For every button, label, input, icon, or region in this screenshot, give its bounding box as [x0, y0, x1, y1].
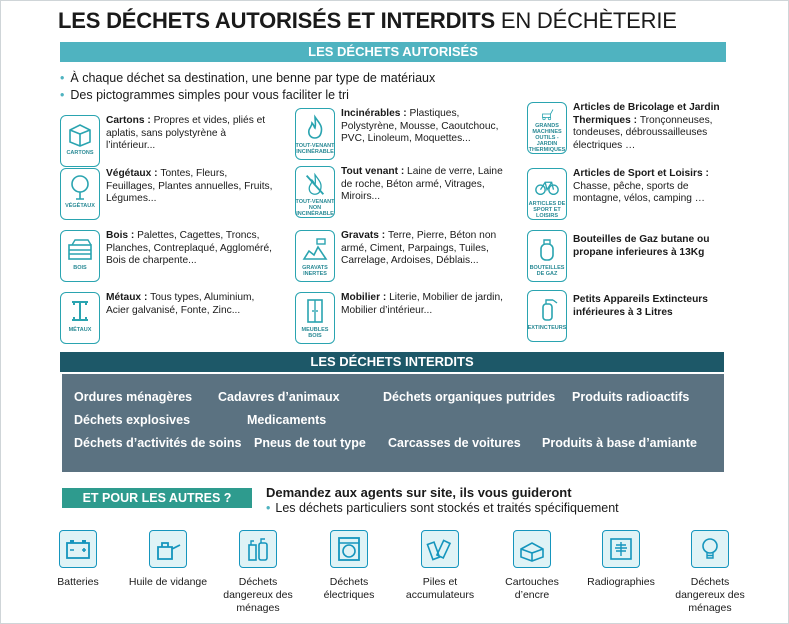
others-label: Déchets dangereux des ménages — [675, 576, 745, 614]
forbidden-box — [62, 374, 724, 472]
others-label: Déchets dangereux des ménages — [223, 576, 293, 614]
item-extincteurs — [527, 290, 727, 342]
item-sep: : — [702, 168, 709, 179]
item-name: Végétaux — [106, 168, 152, 179]
item-name: Cartons — [106, 115, 145, 126]
item-desc: Palettes, Cagettes, Troncs, Planches, Contreplaqué, Aggloméré, Bois de charpente... — [106, 230, 272, 266]
xray-icon — [602, 530, 640, 568]
wardrobe-icon — [295, 292, 335, 344]
item-incinerables — [295, 108, 520, 160]
others-item-batteries — [36, 530, 120, 589]
item-name: Mobilier — [341, 292, 381, 303]
picto-caption: TOUT-VENANT INCINÉRABLE — [295, 143, 335, 155]
forbidden-header: LES DÉCHETS INTERDITS — [60, 352, 724, 372]
item-desc: Laine de verre, Laine de roche, Béton armé, Vitrages, Miroirs... — [341, 166, 503, 202]
forbidden-item: Carcasses de voitures — [388, 436, 521, 450]
rubble-icon — [295, 230, 335, 282]
item-sep: : — [128, 230, 138, 241]
item-name: Tout venant — [341, 166, 398, 177]
item-desc: Tronçonneuses, tondeuses, débroussailleuses électriques … — [573, 114, 713, 151]
item-mobilier — [295, 292, 520, 344]
picto-caption: TOUT-VENANT NON INCINÉRABLE — [295, 199, 335, 217]
others-item-ddm — [216, 530, 300, 615]
others-item-radiographies — [579, 530, 663, 589]
others-label: Déchets électriques — [323, 576, 375, 601]
others-item-cartouches — [490, 530, 574, 602]
forbidden-item: Medicaments — [247, 413, 327, 427]
others-item-ampoules — [668, 530, 752, 615]
picto-caption: GRANDS MACHINES OUTILS - JARDIN THERMIQUES — [528, 123, 566, 153]
item-name: Métaux — [106, 292, 142, 303]
batteries-cells-icon — [421, 530, 459, 568]
battery-icon — [59, 530, 97, 568]
authorized-header: LES DÉCHETS AUTORISÉS — [60, 42, 726, 62]
forbidden-item: Déchets d’activités de soins — [74, 436, 242, 450]
forbidden-item: Déchets organiques putrides — [383, 390, 556, 404]
cartons-icon — [60, 115, 100, 167]
others-label: Huile de vidange — [128, 576, 208, 588]
picto-caption: BOIS — [73, 265, 87, 271]
item-name: Bois — [106, 230, 129, 241]
item-gaz — [527, 230, 727, 282]
page-title — [58, 8, 677, 34]
item-sep: : — [151, 168, 161, 179]
item-metaux — [60, 292, 280, 344]
item-name: Gravats — [341, 230, 379, 241]
picto-caption: CARTONS — [66, 150, 94, 156]
others-item-electriques — [307, 530, 391, 602]
item-tout-venant — [295, 166, 520, 218]
flame-icon — [295, 108, 335, 160]
item-name: Articles de Sport et Loisirs — [573, 168, 703, 179]
item-desc: Tontes, Fleurs, Feuillages, Plantes annuelles, Fruits, Légumes... — [106, 168, 273, 204]
item-sport — [527, 168, 727, 220]
others-label: Radiographies — [587, 576, 655, 588]
gas-bottle-icon — [527, 230, 567, 282]
item-sep: : — [380, 292, 390, 303]
others-headline: Demandez aux agents sur site, ils vous guideront — [266, 485, 572, 500]
item-sep: : — [400, 108, 410, 119]
others-bullet-text: Les déchets particuliers sont stockés et traités spécifiquement — [275, 501, 619, 515]
item-name: Petits Appareils Extincteurs inférieures à 3 Litres — [573, 294, 708, 318]
title-bold: LES DÉCHETS AUTORISÉS ET INTERDITS — [58, 8, 495, 33]
item-name: Incinérables — [341, 108, 401, 119]
spray-icon — [239, 530, 277, 568]
forbidden-item: Ordures ménagères — [74, 390, 193, 404]
picto-caption: MÉTAUX — [68, 327, 92, 333]
lawnmower-icon — [527, 102, 567, 154]
picto-caption: GRAVATS INERTES — [302, 265, 328, 277]
item-sep: : — [397, 166, 408, 177]
authorized-bullets — [60, 70, 435, 104]
no-flame-icon — [295, 166, 335, 218]
extinguisher-icon — [527, 290, 567, 342]
bicycle-icon — [527, 168, 567, 220]
item-sep: : — [141, 292, 151, 303]
item-bois — [60, 230, 280, 282]
item-desc: Tous types, Aluminium, Acier galvanisé, Fonte, Zinc... — [106, 292, 255, 316]
picto-caption: EXTINCTEURS — [527, 325, 567, 331]
item-vegetaux — [60, 168, 280, 220]
oil-can-icon — [149, 530, 187, 568]
item-desc: Chasse, pêche, sports de montagne, vélos, camping … — [573, 180, 705, 204]
item-cartons — [60, 115, 280, 167]
forbidden-item: Pneus de tout type — [254, 436, 366, 450]
item-name: Articles de Bricolage et Jardin Thermiques — [573, 102, 720, 126]
title-normal: EN DÉCHÈTERIE — [500, 8, 677, 33]
others-label: Cartouches d’encre — [505, 576, 559, 601]
bullet-text: Des pictogrammes simples pour vous faciliter le tri — [70, 88, 349, 102]
item-gravats — [295, 230, 520, 282]
ink-cartridge-icon — [513, 530, 551, 568]
item-desc: Terre, Pierre, Béton non armé, Ciment, Parpaings, Tuiles, Carrelage, Ardoises, Déblais... — [341, 230, 497, 266]
item-sep: : — [378, 230, 389, 241]
forbidden-item: Cadavres d’animaux — [218, 390, 340, 404]
picto-caption: BOUTEILLES DE GAZ — [529, 265, 565, 277]
picto-caption: ARTICLES DE SPORT ET LOISIRS — [528, 201, 566, 219]
others-label: Piles et accumulateurs — [405, 576, 475, 601]
others-tag: ET POUR LES AUTRES ? — [62, 488, 252, 508]
item-desc: Propres et vides, pliés et aplatis, sans polystyrène à l’intérieur... — [106, 115, 266, 151]
forbidden-item: Produits à base d’amiante — [542, 436, 697, 450]
others-item-piles — [398, 530, 482, 602]
others-label: Batteries — [57, 576, 99, 588]
item-desc: Literie, Mobilier de jardin, Mobilier d’intérieur... — [341, 292, 503, 316]
item-sep: : — [630, 114, 640, 126]
forbidden-item: Produits radioactifs — [572, 390, 690, 404]
picto-caption: VÉGÉTAUX — [65, 203, 95, 209]
picto-caption: MEUBLES BOIS — [301, 327, 329, 339]
bulb-icon — [691, 530, 729, 568]
others-bullet: • Les déchets particuliers sont stockés et traités spécifiquement — [266, 501, 619, 515]
item-sep: : — [144, 115, 154, 126]
others-item-huile — [126, 530, 210, 589]
bullet-line: • À chaque déchet sa destination, une benne par type de matériaux — [60, 71, 436, 85]
tree-icon — [60, 168, 100, 220]
wood-pile-icon — [60, 230, 100, 282]
bullet-line: • Des pictogrammes simples pour vous faciliter le tri — [60, 88, 349, 102]
bullet-text: À chaque déchet sa destination, une benne par type de matériaux — [70, 71, 436, 85]
item-bricolage — [527, 102, 727, 154]
forbidden-item: Déchets explosives — [74, 413, 191, 427]
item-desc: Plastiques, Polystyrène, Mousse, Caoutchouc, PVC, Linoleum, Moquettes... — [341, 108, 499, 144]
washing-machine-icon — [330, 530, 368, 568]
metal-beam-icon — [60, 292, 100, 344]
item-name: Bouteilles de Gaz butane ou propane inferieures à 13Kg — [573, 234, 710, 258]
